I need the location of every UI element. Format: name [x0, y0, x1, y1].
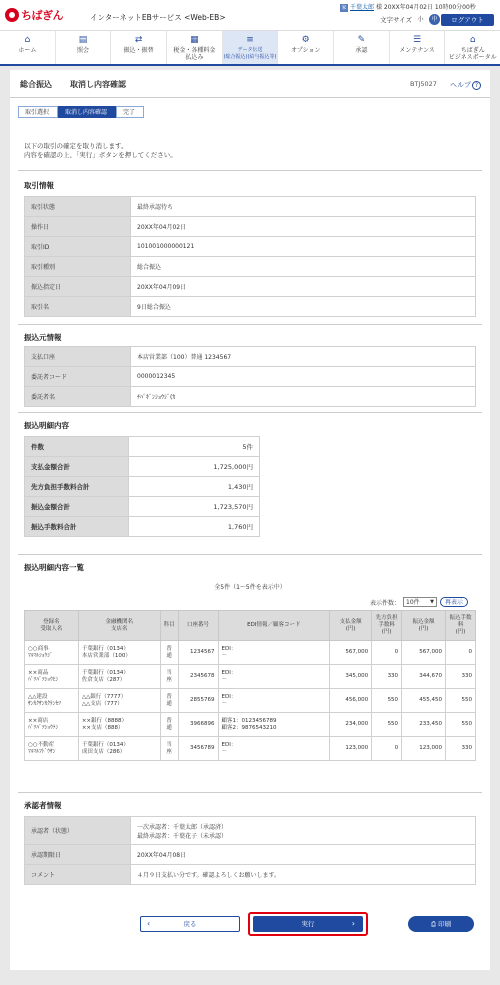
nav-item-transfer[interactable] — [111, 31, 167, 64]
nav-label: 承認 — [355, 47, 368, 54]
help-icon: ? — [472, 81, 481, 90]
field-value: 20XX年04月02日 — [131, 217, 476, 237]
field-value: 101001000000121 — [131, 237, 476, 257]
transfer-fee: 330 — [445, 665, 475, 689]
home-icon: ⌂ — [24, 35, 31, 45]
payee-fee: 330 — [372, 665, 402, 689]
edi-line: － — [221, 748, 228, 755]
service-name: インターネットEBサービス <Web-EB> — [90, 13, 226, 22]
payee-cell — [25, 689, 79, 713]
table-row — [25, 845, 476, 865]
divider — [18, 324, 482, 325]
field-value: 0000012345 — [131, 367, 476, 387]
divider — [18, 792, 482, 793]
field-label: コメント — [25, 865, 131, 885]
column-header: EDI情報／顧客コード — [218, 611, 330, 641]
details-table — [24, 610, 476, 761]
field-label: 支払口座 — [25, 347, 131, 367]
option-icon: ⚙ — [301, 35, 310, 45]
field-label: 振込金額合計 — [25, 497, 129, 517]
field-label: 委託者コード — [25, 367, 131, 387]
execute-button[interactable] — [253, 916, 363, 932]
list-count: 全5件（1～5件を表示中） — [214, 584, 286, 591]
field-label: 委託者名 — [25, 387, 131, 407]
table-header-row — [25, 611, 476, 641]
divider — [18, 412, 482, 413]
account-number: 3456789 — [178, 737, 218, 761]
inquiry-icon: ▤ — [78, 35, 88, 45]
payee-fee: 0 — [372, 641, 402, 665]
step-confirm: 取消し内容確認 — [58, 106, 116, 118]
table-row — [25, 689, 476, 713]
bank-name: 千葉銀行（0134） — [81, 645, 129, 652]
nav-item-option[interactable] — [278, 31, 334, 64]
field-value: 本店営業部（100）普通 1234567 — [131, 347, 476, 367]
payee-fee: 550 — [372, 689, 402, 713]
divider — [18, 554, 482, 555]
bank-cell — [78, 641, 160, 665]
payee-kana: ｻﾝｶｸｻﾝｶｸｹﾝｾﾂ — [28, 700, 62, 707]
table-row — [25, 237, 476, 257]
table-row — [25, 477, 260, 497]
table-row — [25, 387, 476, 407]
column-header: 振込手数 料 (円) — [445, 611, 475, 641]
pay-amount: 567,000 — [330, 641, 372, 665]
payee-cell — [25, 737, 79, 761]
edi-line: － — [221, 700, 228, 707]
divider — [18, 170, 482, 171]
table-row — [25, 367, 476, 387]
help-link[interactable] — [450, 80, 481, 90]
transfer-amount: 123,000 — [402, 737, 446, 761]
logout-button[interactable]: ログアウト — [441, 14, 494, 26]
edi-line: － — [221, 652, 228, 659]
field-label: 操作日 — [25, 217, 131, 237]
field-value: ﾁﾊﾞｷﾞﾝｼｮｳｼﾞ(ｶ — [131, 387, 476, 407]
page-category: 総合振込 — [20, 80, 52, 89]
back-label: 戻る — [183, 920, 197, 928]
edi-cell — [218, 641, 330, 665]
transfer-fee: 550 — [445, 713, 475, 737]
trade-info-title: 取引情報 — [24, 181, 54, 190]
payee-name: ○○不動産 — [28, 741, 55, 748]
table-row — [25, 457, 260, 477]
nav-item-inquiry[interactable] — [56, 31, 112, 64]
pay-amount: 345,000 — [330, 665, 372, 689]
step-complete: 完了 — [116, 106, 144, 118]
payee-kana: ﾊﾞﾂﾊﾞﾂｼｮｳﾃﾝ — [28, 724, 59, 731]
field-value: 1,760円 — [129, 517, 260, 537]
field-label: 取引種別 — [25, 257, 131, 277]
source-info-table — [24, 346, 476, 407]
table-row — [25, 297, 476, 317]
field-value: 1,430円 — [129, 477, 260, 497]
pay-amount: 234,000 — [330, 713, 372, 737]
transfer-amount: 567,000 — [402, 641, 446, 665]
pay-amount: 123,000 — [330, 737, 372, 761]
field-label: 取引名 — [25, 297, 131, 317]
transfer-fee: 0 — [445, 641, 475, 665]
screen-id: BTJ5027 — [410, 80, 437, 88]
payee-kana: ﾊﾞﾂﾊﾞﾂｼｮｳﾋﾝ — [28, 676, 59, 683]
nav-label: ちばぎん ビジネスポータル — [448, 47, 497, 61]
field-value: 総合振込 — [131, 257, 476, 277]
edi-line: 顧客1：0123456789 — [221, 717, 277, 724]
approve-icon: ✎ — [357, 35, 366, 45]
nav-label: ホーム — [18, 47, 37, 54]
field-label: 先方負担手数料合計 — [25, 477, 129, 497]
help-label: ヘルプ — [450, 81, 471, 89]
edi-cell — [218, 689, 330, 713]
font-size-small-button[interactable]: 小 — [417, 16, 424, 23]
table-row — [25, 817, 476, 845]
table-row — [25, 517, 260, 537]
field-value: ４月９日支払い分です。確認よろしくお願いします。 — [131, 865, 476, 885]
payee-cell — [25, 641, 79, 665]
nav-item-approve[interactable] — [334, 31, 390, 64]
branch-name: △△支店（777） — [81, 700, 123, 707]
branch-name: 佐倉支店（287） — [81, 676, 126, 683]
transfer-amount: 233,450 — [402, 713, 446, 737]
payee-cell — [25, 713, 79, 737]
nav-item-data-transmission[interactable] — [223, 31, 279, 64]
field-value: 20XX年04月08日 — [131, 845, 476, 865]
account-number: 2855769 — [178, 689, 218, 713]
transfer-amount: 344,670 — [402, 665, 446, 689]
user-icon: 家 — [341, 4, 347, 11]
account-type: 当座 — [160, 665, 178, 689]
field-label: 件数 — [25, 437, 129, 457]
bank-logo[interactable] — [5, 6, 63, 24]
payee-kana: ﾏﾙﾏﾙﾌﾄﾞｳｻﾝ — [28, 748, 56, 755]
table-row — [25, 641, 476, 665]
payee-kana: ﾏﾙﾏﾙｼｮｳｼﾞ — [28, 652, 53, 659]
account-number: 1234567 — [178, 641, 218, 665]
approver-line: 最終承認者：千葉花子（未承認） — [137, 832, 228, 840]
column-header: 先方負担 手数料 (円) — [372, 611, 402, 641]
edi-cell — [218, 713, 330, 737]
transfer-fee: 330 — [445, 737, 475, 761]
table-row — [25, 217, 476, 237]
field-label: 支払金額合計 — [25, 457, 129, 477]
nav-label: 照会 — [77, 47, 90, 54]
payee-fee: 550 — [372, 713, 402, 737]
field-label: 承認期限日 — [25, 845, 131, 865]
summary-title: 振込明細内容 — [24, 421, 69, 430]
table-row — [25, 257, 476, 277]
field-label: 取引ID — [25, 237, 131, 257]
global-nav — [0, 30, 500, 66]
edi-line: EDI： — [221, 693, 237, 700]
bank-cell — [78, 713, 160, 737]
nav-label: メンテナンス — [399, 47, 435, 54]
column-header: 口座番号 — [178, 611, 218, 641]
field-value — [131, 817, 476, 845]
approver-title: 承認者情報 — [24, 801, 62, 810]
nav-item-home[interactable] — [0, 31, 56, 64]
transfer-fee: 550 — [445, 689, 475, 713]
payee-cell — [25, 665, 79, 689]
table-row — [25, 197, 476, 217]
table-row — [25, 665, 476, 689]
field-label: 取引状態 — [25, 197, 131, 217]
payee-fee: 0 — [372, 737, 402, 761]
table-row — [25, 865, 476, 885]
font-size-medium-button[interactable]: 中 — [429, 14, 440, 25]
field-value: 9日総合振込 — [131, 297, 476, 317]
print-label: 印刷 — [438, 920, 452, 928]
user-info — [340, 2, 476, 12]
payee-name: ○○商事 — [28, 645, 49, 652]
chevron-right-icon: › — [351, 919, 355, 928]
table-row — [25, 437, 260, 457]
account-type: 普通 — [160, 689, 178, 713]
nav-label: 税金・各種料金 払込み — [173, 47, 216, 61]
edi-cell — [218, 665, 330, 689]
intro-line: 内容を確認の上、「実行」ボタンを押してください。 — [24, 151, 177, 159]
table-row — [25, 277, 476, 297]
edi-line: EDI： — [221, 669, 237, 676]
execute-label: 実行 — [301, 920, 315, 928]
nav-label: 振込・振替 — [123, 47, 154, 54]
column-header: 登録名 受取人名 — [25, 611, 79, 641]
table-row — [25, 713, 476, 737]
progress-steps — [18, 106, 144, 118]
account-type: 当座 — [160, 737, 178, 761]
step-select: 取引選択 — [18, 106, 58, 118]
nav-item-maintenance[interactable] — [390, 31, 446, 64]
intro-line: 以下の取引の確定を取り消します。 — [24, 142, 128, 150]
chevron-left-icon: ‹ — [147, 919, 151, 928]
bank-cell — [78, 689, 160, 713]
bank-logo-text: ちばぎん — [21, 9, 63, 22]
field-label: 振込指定日 — [25, 277, 131, 297]
user-suffix: 様 — [375, 4, 382, 11]
approver-table — [24, 816, 476, 885]
column-header: 科目 — [160, 611, 178, 641]
field-value: 1,725,000円 — [129, 457, 260, 477]
table-row — [25, 347, 476, 367]
account-type: 普通 — [160, 641, 178, 665]
bank-name: 千葉銀行（0134） — [81, 741, 129, 748]
intro-text — [24, 142, 177, 160]
payee-name: △△建設 — [28, 693, 48, 700]
table-row — [25, 497, 260, 517]
bank-cell — [78, 665, 160, 689]
edi-line: EDI： — [221, 645, 237, 652]
column-header: 金融機関名 支店名 — [78, 611, 160, 641]
column-header: 振込金額 (円) — [402, 611, 446, 641]
page-title: 取消し内容確認 — [70, 80, 126, 89]
last-login-time: 20XX年04月02日 10時00分00秒 — [383, 4, 476, 11]
maintenance-icon: ☰ — [412, 35, 422, 45]
field-value: 5件 — [129, 437, 260, 457]
user-name-link[interactable]: 千葉太郎 — [350, 4, 375, 11]
title-row — [10, 70, 490, 98]
transfer-icon: ⇄ — [134, 35, 143, 45]
edi-cell — [218, 737, 330, 761]
tax-icon: ▦ — [190, 35, 199, 45]
account-number: 2345678 — [178, 665, 218, 689]
font-size-label: 文字サイズ — [380, 16, 412, 24]
field-value: 1,723,570円 — [129, 497, 260, 517]
nav-label: データ伝送 (総合振込)(給与振込等) — [223, 47, 277, 60]
list-controls — [370, 597, 468, 607]
per-page-select[interactable]: 10件 ▼ — [403, 597, 437, 607]
nav-label: オプション — [290, 47, 321, 54]
branch-name: 成田支店（286） — [81, 748, 126, 755]
branch-name: 本店営業部（100） — [81, 652, 131, 659]
nav-item-tax[interactable] — [167, 31, 223, 64]
source-info-title: 振込元情報 — [24, 333, 62, 342]
bank-name: ××銀行（8888） — [81, 717, 128, 724]
printer-icon: ⎙ — [430, 920, 439, 928]
edi-line: － — [221, 676, 228, 683]
print-button[interactable] — [408, 916, 474, 932]
field-label: 承認者（状態） — [25, 817, 131, 845]
trade-info-table — [24, 196, 476, 317]
edi-line: 顧客2：9876543210 — [221, 724, 277, 731]
table-row — [25, 737, 476, 761]
details-title: 振込明細内容一覧 — [24, 563, 84, 572]
branch-name: ××支店（888） — [81, 724, 124, 731]
edi-line: EDI： — [221, 741, 237, 748]
column-header: 支払金額 (円) — [330, 611, 372, 641]
main-panel — [10, 70, 490, 970]
payee-name: ××商品 — [28, 669, 49, 676]
bank-logo-mark-icon — [5, 8, 19, 22]
bank-name: 千葉銀行（0134） — [81, 669, 129, 676]
summary-table — [24, 436, 260, 537]
field-value: 20XX年04月09日 — [131, 277, 476, 297]
redisplay-button[interactable]: 再表示 — [440, 597, 468, 607]
account-type: 普通 — [160, 713, 178, 737]
portal-icon: ⌂ — [469, 35, 476, 45]
header-bar — [0, 0, 500, 30]
bank-cell — [78, 737, 160, 761]
account-number: 3966896 — [178, 713, 218, 737]
pay-amount: 456,000 — [330, 689, 372, 713]
field-value: 最終承認待ち — [131, 197, 476, 217]
field-label: 振込手数料合計 — [25, 517, 129, 537]
back-button[interactable] — [140, 916, 240, 932]
payee-name: ××商店 — [28, 717, 49, 724]
data-icon: ≡ — [246, 35, 254, 45]
transfer-amount: 455,450 — [402, 689, 446, 713]
approver-line: 一次承認者：千葉太郎（承認済） — [137, 823, 228, 831]
nav-item-portal[interactable] — [445, 31, 500, 64]
bank-name: △△銀行（7777） — [81, 693, 127, 700]
per-page-label: 表示件数： — [370, 599, 401, 607]
